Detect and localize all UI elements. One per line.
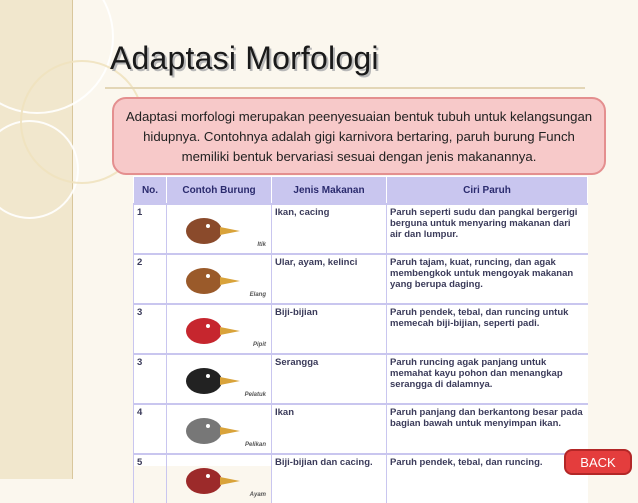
bird-image — [170, 457, 268, 501]
table-row — [134, 304, 588, 354]
table-row — [134, 204, 588, 254]
bird-head-icon — [176, 459, 246, 497]
food-type: Ikan — [272, 404, 387, 454]
row-number: 3 — [134, 304, 167, 354]
row-number: 3 — [134, 354, 167, 404]
bird-name: Pipit — [253, 342, 266, 348]
row-number: 1 — [134, 204, 167, 254]
bird-cell — [167, 404, 272, 454]
food-type: Ular, ayam, kelinci — [272, 254, 387, 304]
bird-name: Ayam — [249, 492, 266, 498]
bird-image — [170, 307, 268, 351]
back-button[interactable]: BACK — [564, 449, 632, 475]
bird-cell — [167, 254, 272, 304]
food-type: Ikan, cacing — [272, 204, 387, 254]
bird-beak-table-image — [133, 176, 588, 498]
bird-cell — [167, 304, 272, 354]
bird-name: Itik — [257, 242, 266, 248]
bird-head-icon — [176, 259, 246, 297]
table-row — [134, 354, 588, 404]
description-callout — [112, 97, 606, 175]
beak-description: Paruh tajam, kuat, runcing, dan agak membengkok untuk mengoyak makanan yang berupa daging. — [387, 254, 588, 304]
bird-head-icon — [176, 359, 246, 397]
beak-description: Paruh pendek, tebal, dan runcing. — [387, 454, 588, 503]
food-type: Biji-bijian dan cacing. — [272, 454, 387, 503]
bird-image — [170, 407, 268, 451]
row-number: 4 — [134, 404, 167, 454]
row-number: 5 — [134, 454, 167, 503]
food-type: Serangga — [272, 354, 387, 404]
bird-head-icon — [176, 209, 246, 247]
title-divider — [105, 87, 585, 89]
bird-name: Pelatuk — [244, 392, 266, 398]
bird-cell — [167, 204, 272, 254]
bird-image — [170, 207, 268, 251]
bird-name: Pelikan — [244, 442, 266, 448]
beak-description: Paruh panjang dan berkantong besar pada bagian bawah untuk menyimpan ikan. — [387, 404, 588, 454]
bird-head-icon — [176, 309, 246, 347]
slide-title: Adaptasi Morfologi — [110, 40, 379, 76]
bird-beak-table — [133, 176, 588, 503]
bird-image — [170, 357, 268, 401]
description-text: Adaptasi morfologi merupakan peenyesuaian bentuk tubuh untuk kelangsungan hidupnya. Contohnya adalah gigi karnivora bertaring, paruh burung Funch memiliki bentuk bervariasi sesuai dengan jenis makanannya. — [125, 109, 593, 164]
bird-image — [170, 257, 268, 301]
beak-description: Paruh seperti sudu dan pangkal bergerigi berguna untuk menyaring makanan dari air dan lumpur. — [387, 204, 588, 254]
table-header-row — [134, 177, 588, 205]
bird-head-icon — [176, 409, 246, 447]
food-type: Biji-bijian — [272, 304, 387, 354]
header-beak: Ciri Paruh — [387, 177, 588, 205]
table-row — [134, 404, 588, 454]
beak-description: Paruh runcing agak panjang untuk memahat kayu pohon dan menangkap serangga di dalamnya. — [387, 354, 588, 404]
header-bird: Contoh Burung — [167, 177, 272, 205]
bird-name: Elang — [249, 292, 266, 298]
decorative-left-band — [0, 0, 73, 479]
header-food: Jenis Makanan — [272, 177, 387, 205]
row-number: 2 — [134, 254, 167, 304]
bird-cell — [167, 354, 272, 404]
table-row — [134, 254, 588, 304]
beak-description: Paruh pendek, tebal, dan runcing untuk memecah biji-bijian, seperti padi. — [387, 304, 588, 354]
header-no: No. — [134, 177, 167, 205]
